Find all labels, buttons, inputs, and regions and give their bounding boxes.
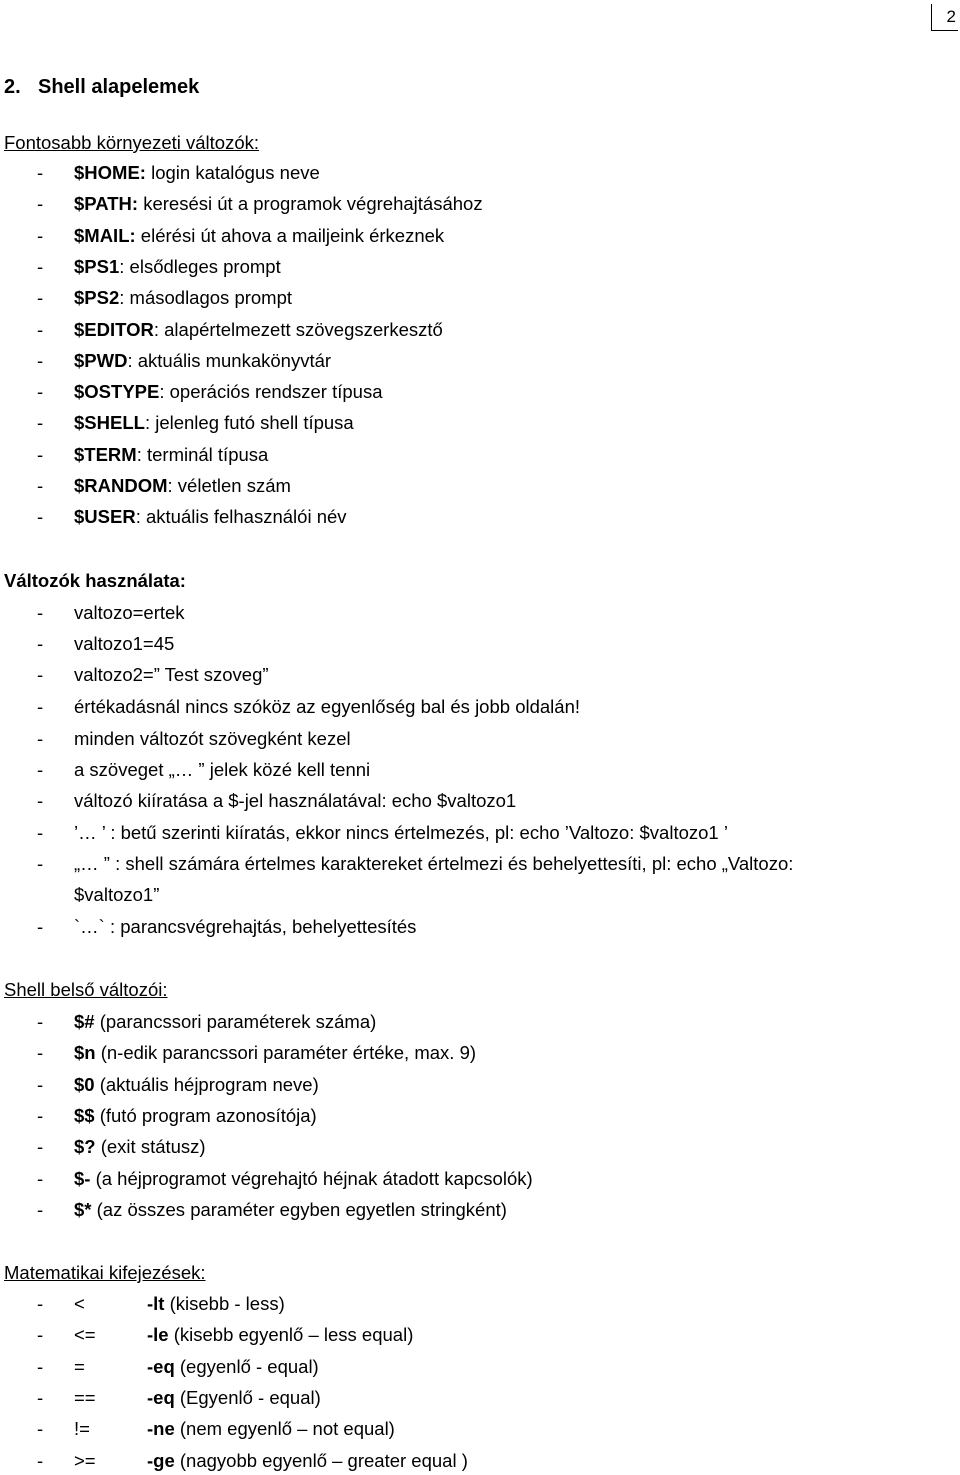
env-var-desc: : alapértelmezett szövegszerkesztő <box>153 318 443 340</box>
env-var-text <box>74 286 292 310</box>
usage-text: a szöveget „… ” jelek közé kell tenni <box>74 759 371 780</box>
usage-text: valtozo2=” Test szoveg” <box>74 664 269 685</box>
env-vars-title: Fontosabb környezeti változók: <box>4 132 260 153</box>
bullet-dash: - <box>37 1449 44 1471</box>
env-var-text <box>74 255 281 279</box>
internal-var-desc: (exit státusz) <box>95 1136 206 1158</box>
bullet-dash: - <box>37 412 44 434</box>
bullet-dash: - <box>37 224 44 246</box>
bullet-dash: - <box>37 1136 44 1158</box>
bullet-dash: - <box>37 1042 44 1064</box>
env-var-desc: elérési út ahova a mailjeink érkeznek <box>135 224 445 246</box>
internal-var-name: $# <box>74 1011 95 1032</box>
internal-var-name: $? <box>74 1136 96 1158</box>
bullet-dash: - <box>37 602 44 623</box>
usage-text: `…` : parancsvégrehajtás, behelyettesítés <box>74 916 417 937</box>
env-var-text <box>74 224 444 248</box>
bullet-dash: - <box>37 1104 44 1126</box>
internal-var-desc: (n-edik parancssori paraméter értéke, max. 9) <box>95 1042 477 1064</box>
env-var-text <box>74 443 268 467</box>
bullet-dash: - <box>37 349 44 371</box>
bullet-dash: - <box>37 193 44 215</box>
env-var-name: $PS1 <box>74 255 120 277</box>
math-operator: != <box>74 1418 90 1440</box>
bullet-dash: - <box>37 822 44 843</box>
env-var-text <box>74 349 331 373</box>
math-flag: -le <box>147 1324 169 1346</box>
internal-var-text <box>74 1167 533 1191</box>
env-var-text <box>74 411 354 435</box>
internal-var-name: $$ <box>74 1104 95 1126</box>
bullet-dash: - <box>37 381 44 403</box>
env-var-desc: : elsődleges prompt <box>119 255 281 277</box>
usage-continuation: $valtozo1” <box>74 884 160 905</box>
bullet-dash: - <box>37 1386 44 1408</box>
usage-title: Változók használata: <box>4 570 186 591</box>
usage-text: változó kiíratása a $-jel használatával: echo $valtozo1 <box>74 790 517 811</box>
bullet-dash: - <box>37 1293 44 1314</box>
env-var-name: $MAIL: <box>74 224 136 246</box>
env-var-text <box>74 505 347 529</box>
bullet-dash: - <box>37 506 44 528</box>
math-operator: < <box>74 1293 85 1314</box>
math-text: (nagyobb egyenlő – greater equal ) <box>174 1449 468 1471</box>
math-flag: -ne <box>147 1418 175 1440</box>
bullet-dash: - <box>37 633 44 654</box>
bullet-dash: - <box>37 728 44 749</box>
env-var-name: $RANDOM <box>74 475 168 496</box>
math-operator: = <box>74 1355 85 1377</box>
internal-var-name: $- <box>74 1167 91 1189</box>
env-var-name: $PS2 <box>74 287 120 309</box>
math-text: (nem egyenlő – not equal) <box>174 1418 395 1440</box>
internal-var-text <box>74 1135 206 1159</box>
usage-text: minden változót szövegként kezel <box>74 728 351 749</box>
env-var-name: $TERM <box>74 443 137 465</box>
section-heading <box>4 76 199 99</box>
internal-var-desc: (aktuális héjprogram neve) <box>94 1073 319 1095</box>
internal-var-text <box>74 1073 319 1097</box>
math-flag: -eq <box>147 1386 175 1408</box>
bullet-dash: - <box>37 1167 44 1189</box>
env-var-text <box>74 192 483 216</box>
math-desc <box>147 1449 468 1473</box>
bullet-dash: - <box>37 1324 44 1346</box>
math-flag: -lt <box>147 1293 165 1314</box>
usage-text: ’… ’ : betű szerinti kiíratás, ekkor nincs értelmezés, pl: echo ’Valtozo: $valtozo1 ’ <box>74 822 728 843</box>
math-text: (Egyenlő - equal) <box>174 1386 321 1408</box>
env-var-text <box>74 474 291 498</box>
env-var-desc: : másodlagos prompt <box>119 287 293 309</box>
bullet-dash: - <box>37 443 44 465</box>
internal-var-name: $0 <box>74 1073 95 1095</box>
bullet-dash: - <box>37 162 44 183</box>
internal-vars-title: Shell belső változói: <box>4 979 168 1000</box>
env-var-name: $HOME: <box>74 162 146 183</box>
math-operator: >= <box>74 1449 96 1471</box>
math-desc <box>147 1417 395 1441</box>
math-flag: -ge <box>147 1449 175 1471</box>
bullet-dash: - <box>37 1011 44 1032</box>
env-var-name: $PATH: <box>74 193 139 215</box>
bullet-dash: - <box>37 790 44 811</box>
internal-var-desc: (a héjprogramot végrehajtó héjnak átadott kapcsolók) <box>90 1167 533 1189</box>
internal-var-text <box>74 1010 376 1034</box>
heading-title: Shell alapelemek <box>38 76 200 98</box>
env-var-desc: : operációs rendszer típusa <box>159 381 383 403</box>
env-var-name: $PWD <box>74 349 128 371</box>
bullet-dash: - <box>37 1418 44 1440</box>
bullet-dash: - <box>37 1355 44 1377</box>
usage-text: valtozo1=45 <box>74 633 175 654</box>
bullet-dash: - <box>37 1073 44 1095</box>
bullet-dash: - <box>37 916 44 937</box>
bullet-dash: - <box>37 475 44 496</box>
internal-var-desc: (az összes paraméter egyben egyetlen stringként) <box>91 1198 507 1220</box>
math-text: (kisebb egyenlő – less equal) <box>168 1324 414 1346</box>
bullet-dash: - <box>37 287 44 309</box>
internal-var-desc: (parancssori paraméterek száma) <box>94 1011 377 1032</box>
heading-number: 2. <box>4 76 21 98</box>
bullet-dash: - <box>37 1198 44 1220</box>
math-desc <box>147 1323 413 1347</box>
internal-var-text <box>74 1104 317 1128</box>
internal-var-text <box>74 1041 476 1065</box>
env-var-desc: login katalógus neve <box>145 162 320 183</box>
bullet-dash: - <box>37 853 44 874</box>
env-var-text <box>74 380 383 404</box>
env-var-desc: : aktuális felhasználói név <box>135 506 347 528</box>
usage-text: valtozo=ertek <box>74 602 185 623</box>
env-var-desc: keresési út a programok végrehajtásához <box>138 193 483 215</box>
usage-text: értékadásnál nincs szóköz az egyenlőség bal és jobb oldalán! <box>74 696 580 717</box>
math-desc <box>147 1355 319 1379</box>
env-var-desc: : terminál típusa <box>136 443 269 465</box>
math-desc <box>147 1292 285 1316</box>
math-operator: <= <box>74 1324 96 1346</box>
bullet-dash: - <box>37 255 44 277</box>
usage-text: „… ” : shell számára értelmes karaktereket értelmezi és behelyettesíti, pl: echo „Valtozo: <box>74 853 794 874</box>
internal-var-text <box>74 1198 507 1222</box>
env-var-name: $OSTYPE <box>74 381 160 403</box>
internal-var-name: $* <box>74 1198 92 1220</box>
bullet-dash: - <box>37 759 44 780</box>
math-flag: -eq <box>147 1355 175 1377</box>
math-desc <box>147 1386 321 1410</box>
math-title: Matematikai kifejezések: <box>4 1262 206 1283</box>
math-text: (kisebb - less) <box>164 1293 285 1314</box>
internal-var-desc: (futó program azonosítója) <box>94 1104 317 1126</box>
bullet-dash: - <box>37 664 44 685</box>
env-var-text <box>74 318 443 342</box>
env-var-text <box>74 161 320 185</box>
bullet-dash: - <box>37 696 44 717</box>
math-text: (egyenlő - equal) <box>174 1355 319 1377</box>
math-operator: == <box>74 1386 96 1408</box>
page-number: 2 <box>931 4 958 31</box>
env-var-desc: : véletlen szám <box>167 475 291 496</box>
env-var-name: $EDITOR <box>74 318 154 340</box>
env-var-desc: : jelenleg futó shell típusa <box>144 412 354 434</box>
env-var-desc: : aktuális munkakönyvtár <box>127 349 332 371</box>
bullet-dash: - <box>37 318 44 340</box>
internal-var-name: $n <box>74 1042 96 1064</box>
env-var-name: $SHELL <box>74 412 145 434</box>
env-var-name: $USER <box>74 506 136 528</box>
